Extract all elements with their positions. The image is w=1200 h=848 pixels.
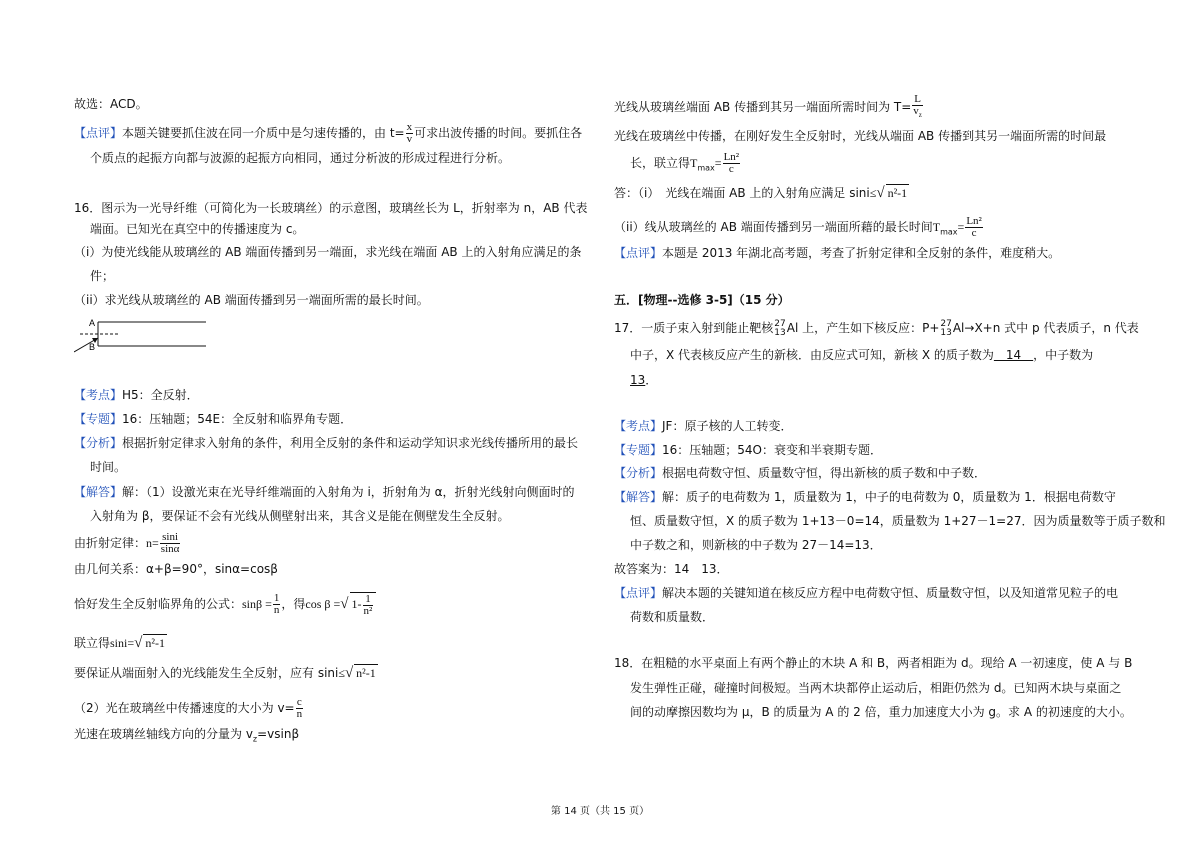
jieda-line: 【解答】解：（1）设激光束在光导纤维端面的入射角为 i，折射角为 α，折射光线射向侧面时的: [74, 485, 575, 499]
comment-line: 【点评】本题是 2013 年湖北高考题，考查了折射定律和全反射的条件，难度稍大。: [614, 246, 1061, 260]
optical-fiber-figure: [74, 316, 214, 356]
comment-line-3: 荷数和质量数．: [630, 610, 715, 624]
max-time-formula-line: 长，联立得$T_{max}=$ $\frac{\text{Ln²}}{c}$: [630, 151, 740, 175]
question-17-line-2: 中子，X 代表核反应产生的新核．由反应式可知，新核 X 的质子数为 14 ，中子数为: [630, 348, 1094, 362]
answer-choice-line: 故选：ACD。: [74, 97, 148, 111]
jieda-line-2: 恒、质量数守恒，X 的质子数为 1+13－0=14，质量数为 1+27－1=27．因为质量数等于质子数和: [630, 514, 1166, 528]
fenxi-line-2: 时间。: [90, 460, 127, 474]
refraction-law-line: 由折射定律：n= $\frac{\sin i}{\sin\alpha}$: [74, 531, 180, 555]
answer-line-i: 答：（i） 光线在端面 AB 上的入射角应满足 sini≤√ n²-1: [614, 185, 908, 201]
answer-line-ii: （ii）线从玻璃丝的 AB 端面传播到另一端面所藉的最长时间$T_{max}=$ $\frac{\text{Ln²}}{c}$: [614, 215, 982, 239]
zhuanti-line: 【专题】16：压轴题；54E：全反射和临界角专题．: [74, 412, 353, 426]
speed-in-glass-line: （2）光在玻璃丝中传播速度的大小为 v= $\frac{c}{n}$: [74, 696, 303, 720]
question-18-line-3: 间的动摩擦因数均为 μ，B 的质量为 A 的 2 倍，重力加速度大小为 g。求 A 的初速度的大小。: [630, 705, 1132, 719]
comment-line-2: 个质点的起振方向都与波源的起振方向相同，通过分析波的形成过程进行分析。: [90, 151, 511, 165]
jieda-line: 【解答】解：质子的电荷数为 1，质量数为 1，中子的电荷数为 0，质量数为 1．根据电荷数守: [614, 490, 1116, 504]
jieda-line-3: 中子数之和，则新核的中子数为 27－14=13．: [630, 538, 882, 552]
critical-angle-line: 恰好发生全反射临界角的公式：sinβ = $\frac{1}{n}$ ，得cos β =√ 1- $\frac{1}{\text{n²}}$: [74, 592, 376, 617]
jieda-line-2: 入射角为 β，要保证不会有光线从侧壁射出来，其含义是能在侧壁发生全反射。: [90, 509, 510, 523]
fraction-x-over-v: $\frac{x}{v}$: [406, 121, 413, 145]
propagation-time-line: 光线从玻璃丝端面 AB 传播到其另一端面所需时间为 T= $\frac{L}{v_z}$: [614, 93, 922, 120]
page-footer: 第 14 页（共 15 页）: [550, 806, 650, 817]
kaodian-line: 【考点】JF：原子核的人工转变．: [614, 419, 793, 433]
question-18-stem: 18．在粗糙的水平桌面上有两个静止的木块 A 和 B，两者相距为 d。现给 A 一初速度，使 A 与 B: [614, 656, 1133, 670]
total-reflection-condition: 要保证从端面射入的光线能发生全反射，应有 sini≤√ n²-1: [74, 665, 376, 681]
blank-proton-number: 14: [993, 348, 1034, 362]
combine-line: 联立得sini=√ n²-1: [74, 635, 165, 651]
geometry-line: 由几何关系：α+β=90°，sinα=cosβ: [74, 562, 278, 576]
comment-line: 【点评】本题关键要抓住波在同一介质中是匀速传播的，由 t= $\frac{x}{v}$ 可求出波传播的时间。要抓住各: [74, 121, 583, 145]
question-18-line-2: 发生弹性正碰，碰撞时间极短。当两木块都停止运动后，相距仍然为 d。已知两木块与桌面之: [630, 681, 1122, 695]
question-16-part-i: （i）为使光线能从玻璃丝的 AB 端面传播到另一端面，求光线在端面 AB 上的入射角应满足的条: [74, 245, 582, 259]
zhuanti-line: 【专题】16：压轴题；54O：衰变和半衰期专题．: [614, 443, 883, 457]
comment-line-2: 【点评】解决本题的关键知道在核反应方程中电荷数守恒、质量数守恒，以及知道常见粒子的电: [614, 586, 1119, 600]
section-5-heading: 五．[物理--选修 3-5]（15 分）: [614, 293, 790, 307]
max-time-line: 光线在玻璃丝中传播，在刚好发生全反射时，光线从端面 AB 传播到其另一端面所需的时间最: [614, 129, 1107, 143]
question-17-stem: 17．一质子束入射到能止靶核 27 13 Al 上，产生如下核反应：P+ 27 13 Al→X+n 式中 p 代表质子，n 代表: [614, 318, 1139, 338]
figure-label-a: A: [89, 318, 96, 328]
fenxi-line: 【分析】根据折射定律求入射角的条件，利用全反射的条件和运动学知识求光线传播所用的最长: [74, 436, 579, 450]
axial-component-line: 光速在玻璃丝轴线方向的分量为 $v_z=vsin\beta$: [74, 727, 300, 744]
question-16-part-i-2: 件；: [90, 269, 115, 283]
question-16-stem-2: 端面。已知光在真空中的传播速度为 c。: [90, 222, 305, 236]
comment-tag: 【点评】: [74, 126, 123, 140]
final-answer-line: 故答案为：14 13．: [614, 562, 729, 576]
figure-label-b: B: [89, 342, 96, 352]
fenxi-line: 【分析】根据电荷数守恒、质量数守恒，得出新核的质子数和中子数．: [614, 466, 987, 480]
question-16-stem: 16．图示为一光导纤维（可简化为一长玻璃丝）的示意图，玻璃丝长为 L，折射率为 n，AB 代表: [74, 201, 588, 215]
question-17-line-3: 13．: [630, 373, 658, 387]
blank-neutron-number: 13: [630, 373, 646, 387]
question-16-part-ii: （ii）求光线从玻璃丝的 AB 端面传播到另一端面所需的最长时间。: [74, 293, 429, 307]
kaodian-line: 【考点】H5：全反射．: [74, 388, 199, 402]
